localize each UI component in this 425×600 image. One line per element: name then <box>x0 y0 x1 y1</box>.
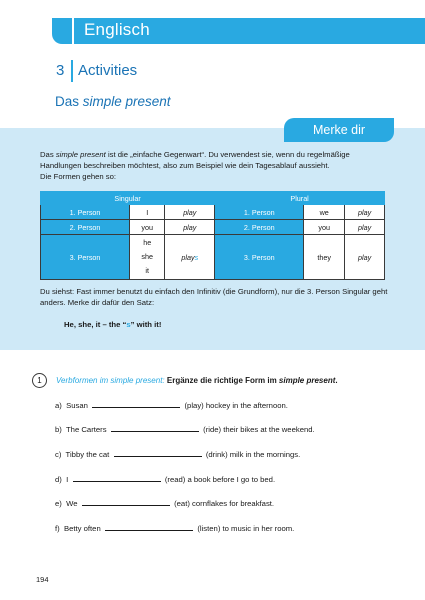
section-title <box>55 94 171 109</box>
pronoun-sg-cell: I <box>130 205 165 220</box>
pronoun-he: he <box>143 238 152 247</box>
pronoun-sg-cell <box>130 235 165 280</box>
merke-rule <box>64 320 161 329</box>
subject-header-bar <box>52 18 425 44</box>
exercise-item <box>55 474 275 484</box>
person-sg-cell: 3. Person <box>41 235 130 280</box>
item-after: (eat) cornflakes for breakfast. <box>174 499 275 508</box>
header-divider <box>72 18 74 44</box>
exercise-number: 1 <box>32 373 47 388</box>
intro-text: ist die „einfache Gegenwart“. Du verwendest sie, wenn du regelmäßige Handlungen beschreiben möchtest, also zum Beispiel wie dein Tagesablauf aussieht. <box>40 150 350 170</box>
exercise-instruction <box>56 376 338 385</box>
merke-summary: Du siehst: Fast immer benutzt du einfach den Infinitiv (die Grundform), nur die 3. Person Singular geht anders. Merke dir dafür den Satz: <box>40 287 388 307</box>
item-before: We <box>66 499 78 508</box>
answer-blank[interactable] <box>114 449 202 457</box>
verb-pl-cell: play <box>345 220 385 235</box>
item-before: Tibby the cat <box>65 450 110 459</box>
item-after: (listen) to music in her room. <box>197 524 295 533</box>
task-post: . <box>335 376 338 385</box>
task-emphasis: simple present <box>278 376 336 385</box>
page-number: 194 <box>36 575 49 584</box>
item-before: The Carters <box>65 425 107 434</box>
intro-emphasis: simple present <box>55 150 106 159</box>
answer-blank[interactable] <box>105 523 193 531</box>
exercise-item <box>55 424 315 434</box>
chapter-divider <box>71 60 73 82</box>
item-after: (drink) milk in the mornings. <box>205 450 301 459</box>
answer-blank[interactable] <box>92 400 180 408</box>
rule-pre: He, she, it – the “ <box>64 320 127 329</box>
verb-pl-cell: play <box>345 205 385 220</box>
verb-ending-s: s <box>194 252 199 262</box>
person-pl-cell: 2. Person <box>215 220 304 235</box>
verb-stem: play <box>181 252 195 262</box>
exercise-item <box>55 523 294 533</box>
table-row <box>41 220 385 235</box>
exercise-item <box>55 498 274 508</box>
verb-sg-cell <box>165 235 215 280</box>
pronoun-pl-cell: you <box>304 220 345 235</box>
answer-blank[interactable] <box>73 474 161 482</box>
intro-pre: Das <box>40 150 56 159</box>
item-before: Susan <box>66 401 88 410</box>
item-letter: e) <box>55 499 62 508</box>
rule-post: ” with it! <box>130 320 162 329</box>
exercise-item <box>55 449 300 459</box>
pronoun-pl-cell: we <box>304 205 345 220</box>
pronoun-she: she <box>141 252 153 261</box>
table-row <box>41 235 385 280</box>
pronoun-pl-cell: they <box>304 235 345 280</box>
table-header-row <box>41 192 385 205</box>
verb-sg-cell: play <box>165 205 215 220</box>
subject-title: Englisch <box>84 20 150 39</box>
table-row <box>41 205 385 220</box>
person-pl-cell: 1. Person <box>215 205 304 220</box>
intro-text-2: Die Formen gehen so: <box>40 172 117 181</box>
item-letter: f) <box>55 524 60 533</box>
item-after: (ride) their bikes at the weekend. <box>203 425 315 434</box>
person-sg-cell: 2. Person <box>41 220 130 235</box>
item-letter: c) <box>55 450 62 459</box>
conjugation-table <box>40 191 385 280</box>
item-after: (read) a book before I go to bed. <box>164 475 276 484</box>
item-letter: d) <box>55 475 62 484</box>
section-title-emphasis: simple present <box>82 94 171 109</box>
verb-pl-cell: play <box>345 235 385 280</box>
exercise-topic: Verbformen im simple present: <box>56 376 165 385</box>
person-sg-cell: 1. Person <box>41 205 130 220</box>
exercise-task <box>167 376 338 385</box>
header-singular: Singular <box>41 192 215 205</box>
item-letter: b) <box>55 425 62 434</box>
pronoun-it: it <box>145 266 149 275</box>
merke-tab: Merke dir <box>284 118 394 142</box>
item-after: (play) hockey in the afternoon. <box>184 401 288 410</box>
task-pre: Ergänze die richtige Form im <box>166 376 279 385</box>
pronoun-sg-cell: you <box>130 220 165 235</box>
item-letter: a) <box>55 401 62 410</box>
answer-blank[interactable] <box>111 424 199 432</box>
chapter-number: 3 <box>56 62 65 79</box>
exercise-item <box>55 400 288 410</box>
header-plural: Plural <box>215 192 385 205</box>
verb-sg-cell: play <box>165 220 215 235</box>
item-before: Betty often <box>63 524 101 533</box>
section-title-prefix: Das <box>55 94 83 109</box>
person-pl-cell: 3. Person <box>215 235 304 280</box>
answer-blank[interactable] <box>82 498 170 506</box>
rule-s: s <box>126 320 131 329</box>
merke-intro <box>40 149 390 182</box>
chapter-title: Activities <box>78 62 138 79</box>
item-before: I <box>66 475 69 484</box>
